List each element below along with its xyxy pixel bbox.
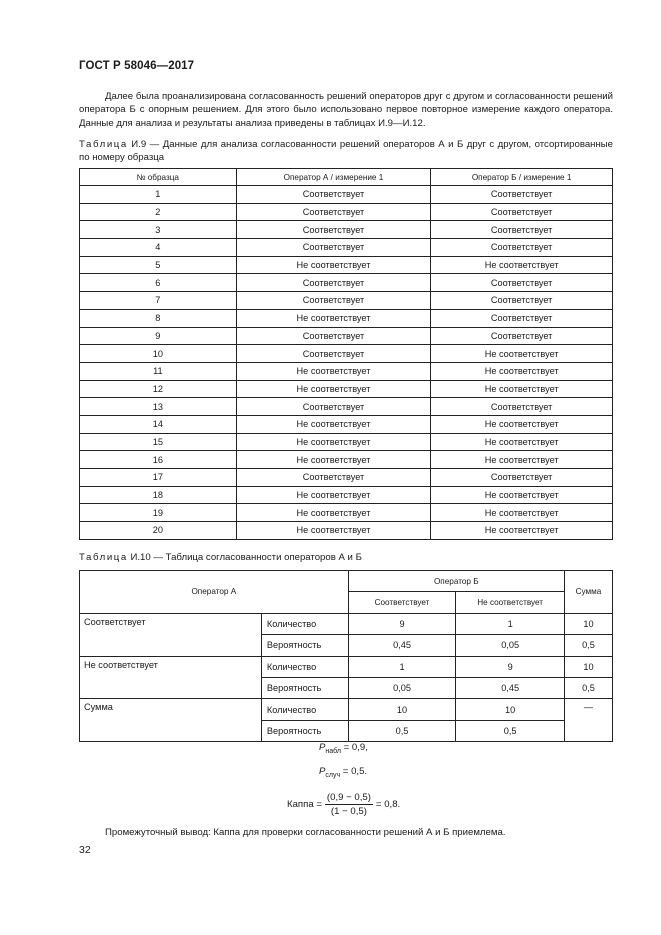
operator-b-cell: Соответствует: [431, 186, 613, 204]
table9-header-cell: № образца: [80, 169, 237, 186]
operator-a-cell: Не соответствует: [236, 504, 431, 522]
metric-label: Количество: [261, 699, 348, 720]
operator-b-header: Оператор Б: [348, 571, 564, 592]
value-cell: 0,5: [456, 720, 565, 741]
operator-a-cell: Соответствует: [236, 221, 431, 239]
sample-number-cell: 20: [80, 522, 237, 540]
sample-number-cell: 17: [80, 469, 237, 487]
sample-number-cell: 6: [80, 274, 237, 292]
table9-caption-text: И.9 — Данные для анализа согласованности решений операторов А и Б друг с другом, отсортированные по номеру образца: [79, 139, 613, 163]
table10-caption-text: И.10 — Таблица согласованности операторов А и Б: [127, 552, 362, 563]
table9-header-cell: Оператор А / измерение 1: [236, 169, 431, 186]
operator-a-cell: Не соответствует: [236, 380, 431, 398]
operator-b-cell: Не соответствует: [431, 433, 613, 451]
sample-number-cell: 18: [80, 486, 237, 504]
col-nomatch-header: Не соответствует: [456, 592, 565, 613]
table9-caption: [79, 138, 613, 164]
kappa-numerator: (0,9 − 0,5): [326, 792, 371, 803]
operator-a-cell: Не соответствует: [236, 451, 431, 469]
table-row: [80, 380, 613, 398]
operator-b-cell: Соответствует: [431, 309, 613, 327]
table-row: [80, 656, 613, 677]
operator-a-cell: Не соответствует: [236, 486, 431, 504]
formula-kappa: [287, 792, 400, 817]
table-row: [80, 327, 613, 345]
table-row: [80, 613, 613, 634]
table-row: [80, 433, 613, 451]
operator-b-cell: Соответствует: [431, 327, 613, 345]
table-row: [80, 469, 613, 487]
sample-number-cell: 19: [80, 504, 237, 522]
value-cell: 10: [456, 699, 565, 720]
sample-number-cell: 5: [80, 256, 237, 274]
table10-caption: [79, 551, 613, 564]
sample-number-cell: 12: [80, 380, 237, 398]
operator-b-cell: Соответствует: [431, 203, 613, 221]
operator-a-cell: Соответствует: [236, 469, 431, 487]
table-row: [80, 274, 613, 292]
sample-number-cell: 11: [80, 362, 237, 380]
table-row: [80, 345, 613, 363]
value-cell: 1: [348, 656, 456, 677]
operator-a-cell: Соответствует: [236, 398, 431, 416]
value-cell: 0,5: [348, 720, 456, 741]
metric-label: Количество: [261, 613, 348, 634]
formula-symbol: P: [319, 766, 326, 777]
operator-b-cell: Не соответствует: [431, 522, 613, 540]
table-row: [80, 221, 613, 239]
operator-b-cell: Не соответствует: [431, 504, 613, 522]
sample-number-cell: 9: [80, 327, 237, 345]
sample-number-cell: 1: [80, 186, 237, 204]
sample-number-cell: 16: [80, 451, 237, 469]
table-row: [80, 203, 613, 221]
table-row: [80, 451, 613, 469]
operator-b-cell: Соответствует: [431, 398, 613, 416]
table-row: [80, 186, 613, 204]
table-row: [80, 486, 613, 504]
formula-subscript: случ: [325, 772, 341, 779]
operator-a-cell: Соответствует: [236, 186, 431, 204]
table-row: [80, 239, 613, 257]
value-cell: 10: [564, 656, 612, 677]
operator-b-cell: Соответствует: [431, 292, 613, 310]
operator-b-cell: Не соответствует: [431, 362, 613, 380]
sample-number-cell: 10: [80, 345, 237, 363]
row-label-match: Соответствует: [80, 613, 262, 656]
operator-b-cell: Не соответствует: [431, 451, 613, 469]
operator-a-cell: Соответствует: [236, 274, 431, 292]
operator-a-cell: Соответствует: [236, 292, 431, 310]
table10-caption-label: Таблица: [79, 552, 128, 563]
operator-a-cell: Не соответствует: [236, 433, 431, 451]
value-cell: 10: [348, 699, 456, 720]
value-cell: 0,45: [348, 635, 456, 656]
formula-value: = 0,9,: [340, 742, 368, 753]
table9: [79, 168, 613, 540]
kappa-denominator: (1 − 0,5): [330, 806, 367, 817]
sample-number-cell: 15: [80, 433, 237, 451]
value-cell: 0,05: [456, 635, 565, 656]
table9-caption-label: Таблица: [79, 139, 128, 150]
sample-number-cell: 4: [80, 239, 237, 257]
table-row: [80, 292, 613, 310]
operator-b-cell: Не соответствует: [431, 486, 613, 504]
value-cell: 0,45: [456, 677, 565, 698]
table-row: [80, 699, 613, 720]
operator-b-cell: Соответствует: [431, 469, 613, 487]
table-row: [80, 398, 613, 416]
value-cell: 0,05: [348, 677, 456, 698]
operator-b-cell: Соответствует: [431, 274, 613, 292]
sample-number-cell: 13: [80, 398, 237, 416]
operator-a-cell: Не соответствует: [236, 256, 431, 274]
sum-header: Сумма: [564, 571, 612, 614]
metric-label: Вероятность: [261, 720, 348, 741]
value-cell: 0,5: [564, 677, 612, 698]
operator-a-header: Оператор А: [80, 571, 349, 614]
table9-body: [80, 186, 613, 540]
formula-symbol: P: [319, 742, 326, 753]
kappa-label: Каппа =: [287, 799, 322, 810]
intro-paragraph: Далее была проанализирована согласованность решений операторов друг с другом и согласованности решений оператора Б с опорным решением. Для этого было использовано первое повторное измерение каждого оператора. Данные для анализа и результаты анализа приведены в таблицах И.9—И.12.: [79, 91, 613, 129]
table-row: [80, 309, 613, 327]
value-cell: 9: [348, 613, 456, 634]
operator-b-cell: Не соответствует: [431, 380, 613, 398]
metric-label: Вероятность: [261, 635, 348, 656]
kappa-result: = 0,8.: [375, 799, 401, 810]
formula-p-random: [319, 766, 367, 777]
sample-number-cell: 8: [80, 309, 237, 327]
sample-number-cell: 3: [80, 221, 237, 239]
operator-a-cell: Не соответствует: [236, 415, 431, 433]
operator-a-cell: Не соответствует: [236, 522, 431, 540]
operator-b-cell: Соответствует: [431, 239, 613, 257]
table-row: [80, 522, 613, 540]
value-cell: 10: [564, 613, 612, 634]
formula-p-observed: [319, 742, 368, 753]
page-number: 32: [79, 844, 91, 856]
value-cell: 0,5: [564, 635, 612, 656]
operator-a-cell: Соответствует: [236, 203, 431, 221]
document-header: ГОСТ Р 58046—2017: [79, 60, 195, 72]
operator-a-cell: Соответствует: [236, 327, 431, 345]
metric-label: Вероятность: [261, 677, 348, 698]
table9-header-row: [80, 169, 613, 186]
operator-b-cell: Не соответствует: [431, 345, 613, 363]
sample-number-cell: 2: [80, 203, 237, 221]
table-row: [80, 504, 613, 522]
row-label-sum: Сумма: [80, 699, 262, 742]
table-row: [80, 415, 613, 433]
value-cell: 9: [456, 656, 565, 677]
operator-b-cell: Не соответствует: [431, 415, 613, 433]
table10-header-row: [80, 571, 613, 592]
table-row: [80, 362, 613, 380]
sample-number-cell: 14: [80, 415, 237, 433]
operator-a-cell: Соответствует: [236, 345, 431, 363]
table-row: [80, 256, 613, 274]
row-label-nomatch: Не соответствует: [80, 656, 262, 699]
table10: [79, 570, 613, 742]
conclusion-text: Промежуточный вывод: Каппа для проверки согласованности решений А и Б приемлема.: [105, 827, 506, 838]
col-match-header: Соответствует: [348, 592, 456, 613]
formula-value: = 0,5.: [340, 766, 368, 777]
sample-number-cell: 7: [80, 292, 237, 310]
kappa-fraction: [325, 792, 373, 817]
formula-subscript: набл: [325, 748, 341, 755]
operator-a-cell: Не соответствует: [236, 362, 431, 380]
table9-header-cell: Оператор Б / измерение 1: [431, 169, 613, 186]
value-cell: —: [564, 699, 612, 742]
operator-b-cell: Соответствует: [431, 221, 613, 239]
operator-a-cell: Не соответствует: [236, 309, 431, 327]
operator-b-cell: Не соответствует: [431, 256, 613, 274]
value-cell: 1: [456, 613, 565, 634]
metric-label: Количество: [261, 656, 348, 677]
operator-a-cell: Соответствует: [236, 239, 431, 257]
